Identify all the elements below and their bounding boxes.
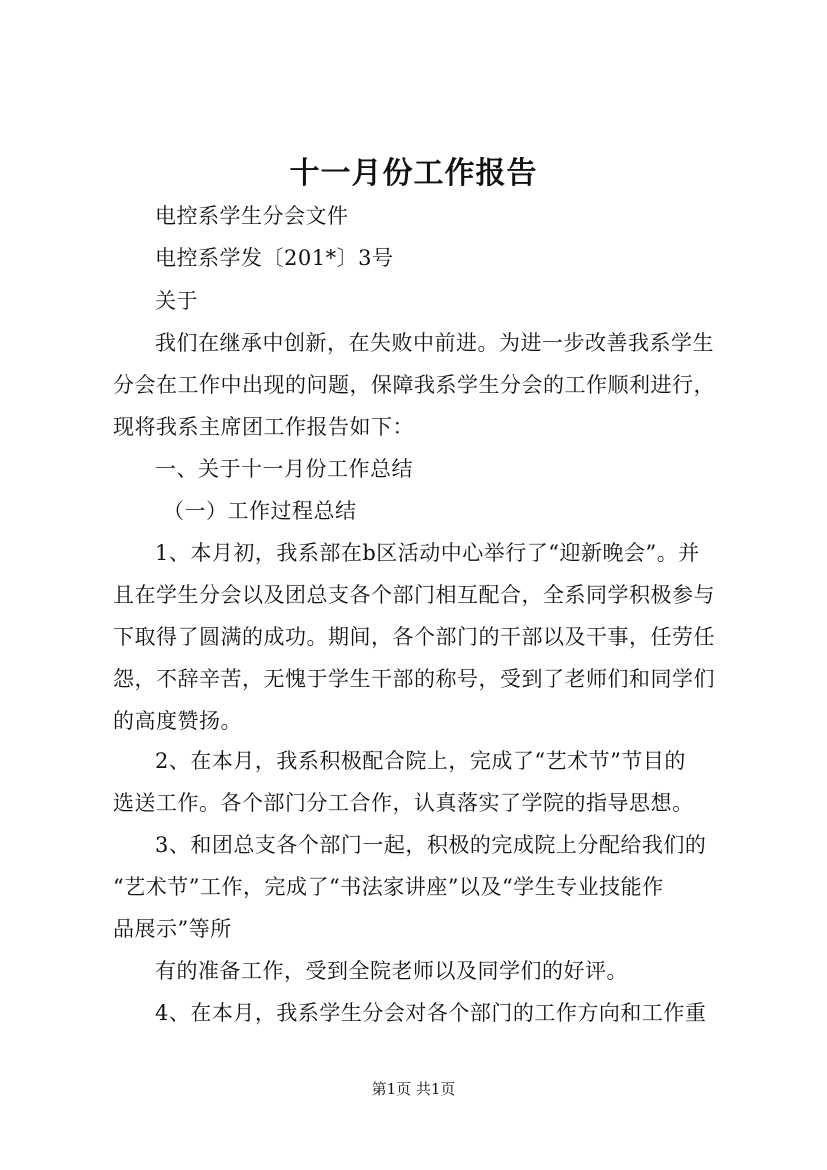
- document-title: 十一月份工作报告: [289, 156, 538, 191]
- paragraph-line: 2、在本月，我系积极配合院上，完成了“艺术节”节目的: [155, 749, 686, 773]
- paragraph-line: 现将我系主席团工作报告如下：: [113, 415, 414, 439]
- paragraph-line: 下取得了圆满的成功。期间，各个部门的干部以及干事，任劳任: [113, 625, 715, 649]
- subject-line: 关于: [155, 289, 198, 313]
- paragraph-line: “艺术节”工作，完成了“书法家讲座”以及“学生专业技能作: [113, 875, 664, 899]
- page-footer: 第1页 共1页: [371, 1080, 456, 1098]
- paragraph-line: 1、本月初，我系部在b区活动中心举行了“迎新晚会”。并: [155, 541, 700, 565]
- subsection-heading: （一）工作过程总结: [163, 499, 357, 523]
- paragraph-line: 有的准备工作，受到全院老师以及同学们的好评。: [155, 959, 628, 983]
- document-number: 电控系学发〔201*〕3号: [155, 246, 394, 270]
- paragraph-line: 品展示”等所: [113, 917, 232, 941]
- paragraph-line: 的高度赞扬。: [113, 709, 242, 733]
- paragraph-line: 分会在工作中出现的问题，保障我系学生分会的工作顺利进行，: [113, 373, 715, 397]
- section-heading: 一、关于十一月份工作总结: [155, 457, 413, 481]
- issuer-line: 电控系学生分会文件: [155, 204, 349, 228]
- paragraph-line: 选送工作。各个部门分工合作，认真落实了学院的指导思想。: [113, 791, 694, 815]
- paragraph-line: 3、和团总支各个部门一起，积极的完成院上分配给我们的: [155, 833, 707, 857]
- paragraph-line: 我们在继承中创新，在失败中前进。为进一步改善我系学生: [155, 331, 714, 355]
- paragraph-line: 且在学生分会以及团总支各个部门相互配合，全系同学积极参与: [113, 583, 715, 607]
- paragraph-line: 怨，不辞辛苦，无愧于学生干部的称号，受到了老师们和同学们: [113, 667, 715, 691]
- paragraph-line: 4、在本月，我系学生分会对各个部门的工作方向和工作重: [155, 1001, 707, 1025]
